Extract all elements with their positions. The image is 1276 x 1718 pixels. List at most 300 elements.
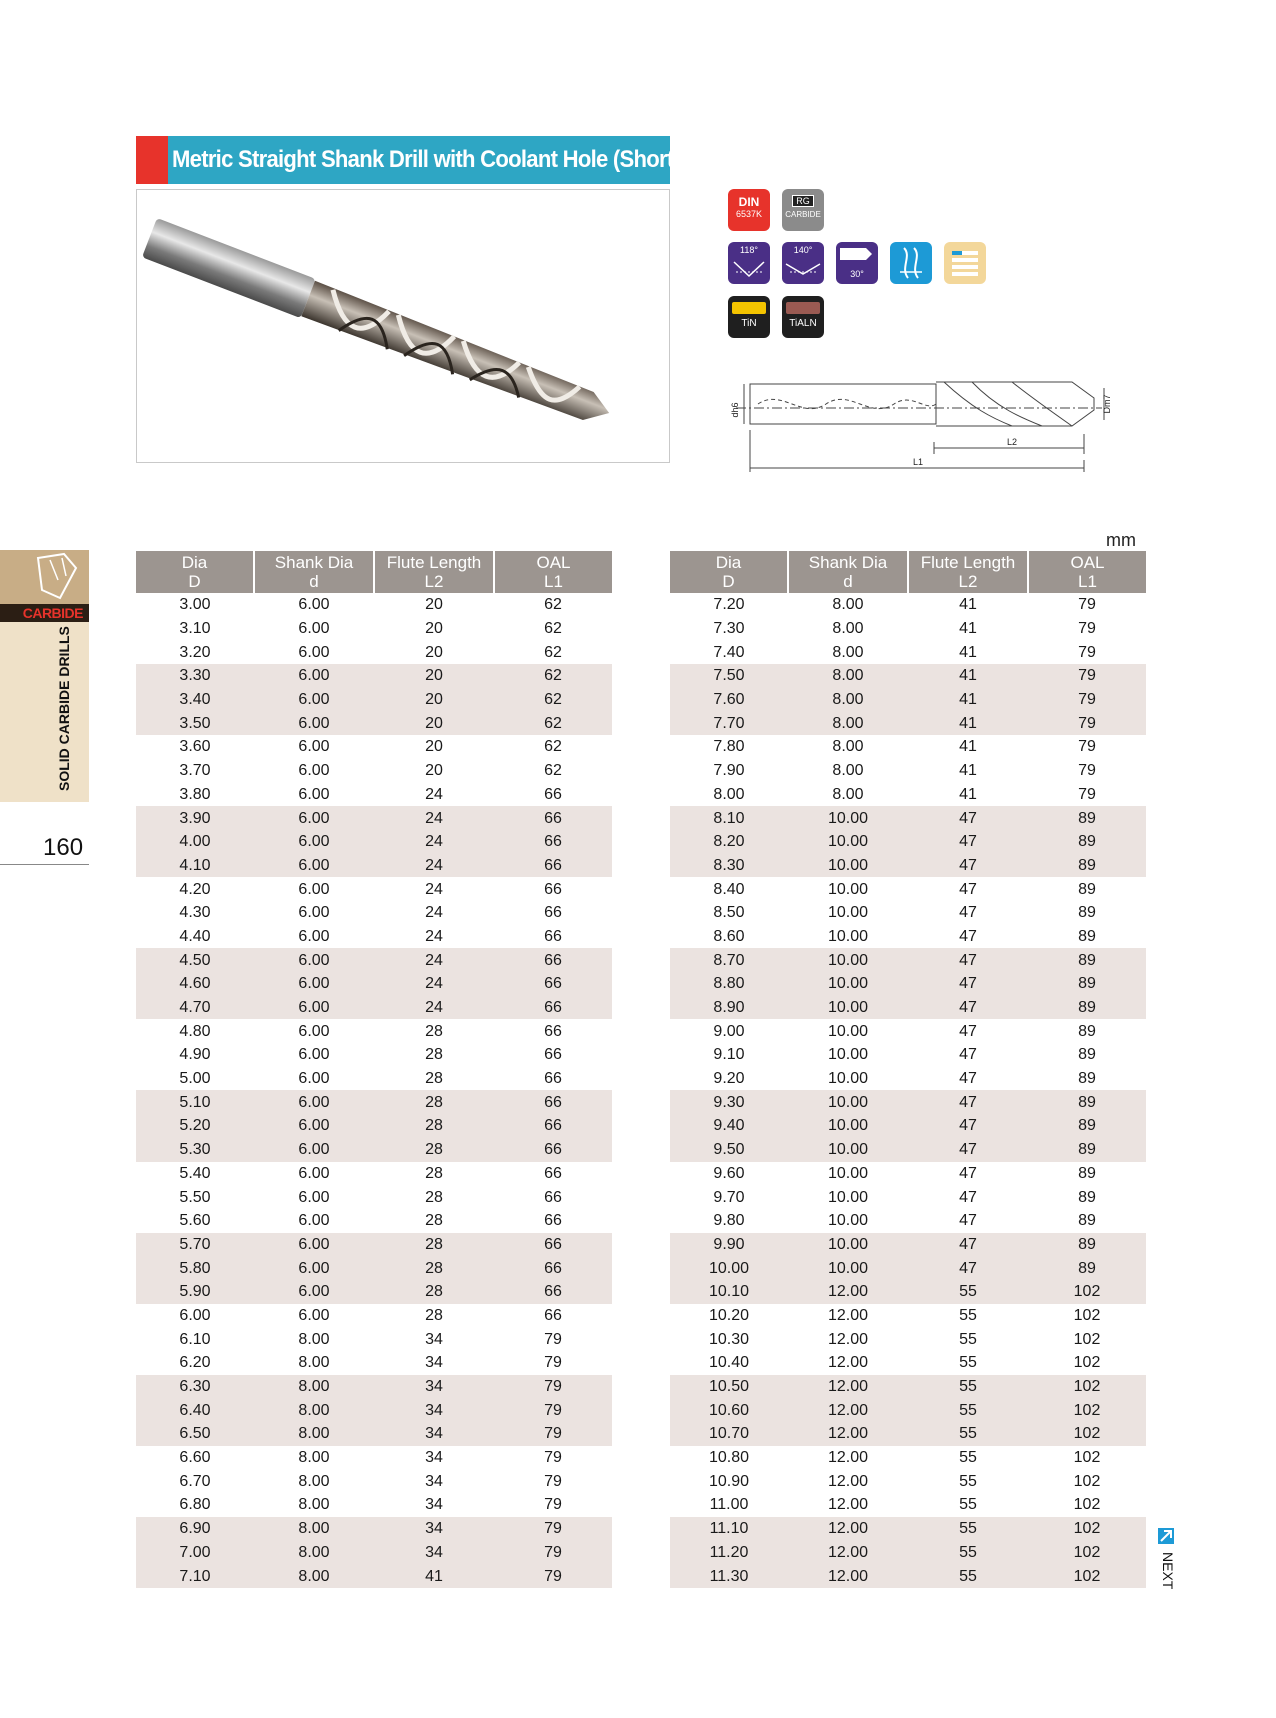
- table-cell: 3.20: [179, 643, 211, 661]
- table-row: [136, 925, 612, 949]
- table-cell: 66: [494, 1233, 612, 1257]
- table-cell: 3.00: [179, 596, 211, 614]
- table-cell: 28: [425, 1022, 443, 1040]
- table-cell: 8.00: [298, 1354, 330, 1372]
- table-cell: 10.30: [708, 1330, 750, 1348]
- table-row: [670, 1233, 1146, 1257]
- column-header: [254, 551, 374, 593]
- table-cell: 89: [1078, 1212, 1096, 1230]
- table-cell: 89: [1078, 927, 1096, 945]
- table-cell: 10.00: [827, 1046, 869, 1064]
- table-cell: 6.00: [254, 1114, 374, 1138]
- table-cell: 10.00: [788, 1114, 908, 1138]
- table-cell: 89: [1028, 948, 1146, 972]
- table-row: [136, 901, 612, 925]
- table-cell: 55: [908, 1398, 1028, 1422]
- table-cell: 8.00: [254, 1517, 374, 1541]
- table-cell: 10.00: [827, 927, 869, 945]
- column-header-symbol: d: [309, 572, 319, 591]
- application-chart-icon: [944, 242, 986, 284]
- table-cell: 4.60: [136, 972, 254, 996]
- table-row: [670, 948, 1146, 972]
- carbide-label: CARBIDE: [785, 210, 821, 219]
- table-cell: 8.00: [832, 620, 864, 638]
- table-cell: 10.50: [670, 1375, 788, 1399]
- table-cell: 10.00: [788, 972, 908, 996]
- table-row: [670, 1114, 1146, 1138]
- column-header: [494, 551, 612, 593]
- table-cell: 66: [494, 854, 612, 878]
- table-cell: 11.00: [709, 1496, 749, 1514]
- tialn-label: TiALN: [789, 318, 817, 329]
- table-cell: 55: [908, 1517, 1028, 1541]
- table-cell: 4.90: [179, 1046, 211, 1064]
- table-cell: 3.80: [179, 785, 211, 803]
- table-cell: 89: [1028, 996, 1146, 1020]
- table-cell: 10.00: [788, 1256, 908, 1280]
- table-cell: 12.00: [827, 1354, 869, 1372]
- table-row: [670, 1351, 1146, 1375]
- table-row: [136, 1162, 612, 1186]
- table-cell: 3.30: [136, 664, 254, 688]
- table-cell: 9.10: [713, 1046, 745, 1064]
- table-cell: 7.20: [713, 596, 745, 614]
- din-number: 6537K: [735, 209, 763, 219]
- table-row: [136, 1209, 612, 1233]
- table-cell: 9.70: [713, 1188, 745, 1206]
- table-cell: 4.20: [179, 880, 211, 898]
- table-cell: 47: [959, 1070, 977, 1088]
- table-cell: 89: [1028, 830, 1146, 854]
- table-cell: 20: [425, 643, 443, 661]
- table-row: [136, 1043, 612, 1067]
- table-cell: 66: [544, 1022, 562, 1040]
- table-cell: 66: [494, 948, 612, 972]
- table-cell: 8.00: [298, 1472, 330, 1490]
- table-row: [136, 972, 612, 996]
- table-row: [670, 1090, 1146, 1114]
- table-cell: 8.00: [832, 785, 864, 803]
- table-cell: 10.00: [670, 1256, 788, 1280]
- table-cell: 55: [908, 1375, 1028, 1399]
- table-cell: 102: [1028, 1517, 1146, 1541]
- table-cell: 89: [1078, 904, 1096, 922]
- table-cell: 6.00: [298, 785, 330, 803]
- table-cell: 47: [908, 806, 1028, 830]
- table-cell: 79: [494, 1541, 612, 1565]
- table-row: [670, 617, 1146, 641]
- table-cell: 6.00: [254, 664, 374, 688]
- tin-swatch: [732, 302, 766, 314]
- table-cell: 66: [494, 1090, 612, 1114]
- table-row: [670, 806, 1146, 830]
- table-cell: 6.00: [254, 1090, 374, 1114]
- table-row: [670, 1517, 1146, 1541]
- table-cell: 34: [374, 1422, 494, 1446]
- table-cell: 89: [1028, 1114, 1146, 1138]
- table-cell: 10.60: [670, 1398, 788, 1422]
- table-cell: 6.00: [254, 948, 374, 972]
- table-row: [670, 735, 1146, 759]
- table-cell: 12.00: [827, 1306, 869, 1324]
- table-row: [670, 1375, 1146, 1399]
- table-cell: 8.20: [670, 830, 788, 854]
- table-cell: 102: [1028, 1564, 1146, 1588]
- table-cell: 3.10: [179, 620, 211, 638]
- table-cell: 5.50: [179, 1188, 211, 1206]
- column-header-title: Flute Length: [920, 553, 1016, 572]
- table-cell: 34: [425, 1472, 443, 1490]
- table-cell: 102: [1073, 1306, 1101, 1324]
- table-cell: 11.20: [670, 1541, 788, 1565]
- table-cell: 5.90: [136, 1280, 254, 1304]
- table-cell: 79: [544, 1496, 562, 1514]
- table-cell: 28: [425, 1212, 443, 1230]
- table-row: [136, 1138, 612, 1162]
- table-cell: 47: [959, 1046, 977, 1064]
- table-row: [136, 1114, 612, 1138]
- table-cell: 66: [494, 1256, 612, 1280]
- table-row: [136, 711, 612, 735]
- column-header-title: OAL: [536, 553, 571, 572]
- table-cell: 66: [544, 927, 562, 945]
- table-cell: 89: [1078, 1070, 1096, 1088]
- table-row: [670, 593, 1146, 617]
- table-row: [136, 996, 612, 1020]
- table-cell: 8.00: [788, 664, 908, 688]
- table-cell: 47: [959, 880, 977, 898]
- table-cell: 55: [908, 1422, 1028, 1446]
- table-cell: 41: [374, 1564, 494, 1588]
- table-cell: 8.00: [298, 1330, 330, 1348]
- table-cell: 8.00: [254, 1541, 374, 1565]
- table-cell: 8.00: [832, 738, 864, 756]
- table-cell: 47: [908, 830, 1028, 854]
- table-cell: 47: [908, 1256, 1028, 1280]
- table-cell: 8.00: [254, 1398, 374, 1422]
- next-arrow-icon[interactable]: [1158, 1528, 1174, 1544]
- column-header: [908, 551, 1028, 593]
- table-cell: 8.00: [713, 785, 745, 803]
- table-cell: 4.00: [136, 830, 254, 854]
- table-cell: 6.00: [254, 972, 374, 996]
- table-cell: 55: [959, 1306, 977, 1324]
- table-cell: 5.10: [136, 1090, 254, 1114]
- table-row: [136, 1019, 612, 1043]
- table-cell: 47: [908, 1138, 1028, 1162]
- table-cell: 8.00: [832, 596, 864, 614]
- table-row: [670, 1209, 1146, 1233]
- table-cell: 41: [959, 643, 977, 661]
- table-cell: 62: [494, 711, 612, 735]
- table-row: [670, 1398, 1146, 1422]
- table-row: [670, 1043, 1146, 1067]
- table-cell: 6.00: [298, 904, 330, 922]
- table-cell: 66: [544, 880, 562, 898]
- table-cell: 5.80: [136, 1256, 254, 1280]
- table-cell: 10.00: [788, 1090, 908, 1114]
- table-cell: 24: [374, 854, 494, 878]
- table-cell: 102: [1028, 1541, 1146, 1565]
- table-cell: 12.00: [788, 1375, 908, 1399]
- table-cell: 3.90: [136, 806, 254, 830]
- table-row: [136, 783, 612, 807]
- next-page-link[interactable]: [1158, 1528, 1176, 1590]
- table-row: [136, 1493, 612, 1517]
- table-cell: 5.60: [179, 1212, 211, 1230]
- column-header-symbol: L1: [1078, 572, 1097, 591]
- table-cell: 66: [494, 830, 612, 854]
- table-cell: 6.00: [298, 1306, 330, 1324]
- table-cell: 47: [908, 1233, 1028, 1257]
- table-cell: 6.00: [254, 1256, 374, 1280]
- table-cell: 6.50: [136, 1422, 254, 1446]
- angle-30-label: 30°: [850, 269, 864, 279]
- table-cell: 41: [959, 785, 977, 803]
- table-cell: 79: [544, 1472, 562, 1490]
- table-cell: 6.70: [179, 1472, 211, 1490]
- table-cell: 79: [544, 1449, 562, 1467]
- column-header-title: OAL: [1070, 553, 1105, 572]
- table-cell: 6.00: [254, 806, 374, 830]
- table-row: [670, 972, 1146, 996]
- table-row: [136, 593, 612, 617]
- column-header-symbol: L2: [424, 572, 444, 591]
- table-cell: 10.00: [827, 1070, 869, 1088]
- table-row: [670, 925, 1146, 949]
- table-cell: 102: [1073, 1330, 1101, 1348]
- table-cell: 47: [908, 1090, 1028, 1114]
- coolant-flute-icon: [890, 242, 932, 284]
- table-cell: 3.40: [136, 688, 254, 712]
- angle-118-label: 118°: [740, 245, 758, 255]
- helix-angle-30-icon: [836, 242, 878, 284]
- table-cell: 6.00: [298, 1164, 330, 1182]
- table-cell: 6.00: [298, 1188, 330, 1206]
- table-cell: 6.20: [179, 1354, 211, 1372]
- table-cell: 20: [425, 620, 443, 638]
- table-cell: 66: [544, 1046, 562, 1064]
- table-cell: 10.00: [827, 1164, 869, 1182]
- table-cell: 11.10: [670, 1517, 788, 1541]
- table-cell: 47: [959, 1164, 977, 1182]
- table-row: [136, 664, 612, 688]
- table-cell: 6.00: [254, 854, 374, 878]
- table-row: [136, 688, 612, 712]
- table-cell: 79: [1078, 643, 1096, 661]
- table-cell: 8.00: [254, 1564, 374, 1588]
- table-cell: 79: [544, 1330, 562, 1348]
- table-cell: 89: [1078, 1022, 1096, 1040]
- table-cell: 8.00: [832, 762, 864, 780]
- table-cell: 55: [959, 1354, 977, 1372]
- table-row: [136, 1375, 612, 1399]
- table-cell: 7.80: [713, 738, 745, 756]
- table-row: [670, 783, 1146, 807]
- table-cell: 55: [908, 1564, 1028, 1588]
- table-cell: 6.10: [179, 1330, 211, 1348]
- table-cell: 79: [494, 1375, 612, 1399]
- oal-dim-label: L1: [912, 457, 924, 467]
- table-cell: 10.40: [708, 1354, 750, 1372]
- table-cell: 79: [1028, 688, 1146, 712]
- table-row: [670, 1185, 1146, 1209]
- table-cell: 8.00: [298, 1496, 330, 1514]
- table-row: [670, 1280, 1146, 1304]
- table-cell: 66: [494, 996, 612, 1020]
- table-cell: 41: [908, 711, 1028, 735]
- table-row: [136, 1564, 612, 1588]
- table-cell: 6.00: [298, 880, 330, 898]
- table-cell: 8.00: [298, 1449, 330, 1467]
- table-row: [670, 1469, 1146, 1493]
- table-cell: 79: [494, 1517, 612, 1541]
- point-angle-118-icon: [728, 242, 770, 284]
- table-cell: 62: [494, 688, 612, 712]
- rg-label: RG: [792, 195, 814, 207]
- next-label[interactable]: NEXT: [1160, 1552, 1176, 1590]
- table-cell: 62: [544, 620, 562, 638]
- table-cell: 7.00: [136, 1541, 254, 1565]
- table-cell: 8.10: [670, 806, 788, 830]
- table-cell: 4.30: [179, 904, 211, 922]
- table-cell: 8.00: [254, 1375, 374, 1399]
- table-cell: 10.80: [708, 1449, 750, 1467]
- table-cell: 79: [1078, 785, 1096, 803]
- table-row: [670, 1564, 1146, 1588]
- unit-label: mm: [1106, 530, 1136, 550]
- table-cell: 66: [544, 785, 562, 803]
- table-cell: 41: [908, 688, 1028, 712]
- table-cell: 24: [374, 972, 494, 996]
- table-cell: 12.00: [788, 1517, 908, 1541]
- column-header: [670, 551, 788, 593]
- table-cell: 8.80: [670, 972, 788, 996]
- table-row: [136, 1090, 612, 1114]
- table-cell: 10.70: [670, 1422, 788, 1446]
- table-cell: 62: [544, 738, 562, 756]
- table-row: [670, 1067, 1146, 1091]
- table-cell: 66: [544, 1212, 562, 1230]
- column-header: [374, 551, 494, 593]
- table-row: [670, 1019, 1146, 1043]
- table-cell: 28: [374, 1256, 494, 1280]
- table-cell: 47: [908, 854, 1028, 878]
- column-header-symbol: D: [188, 572, 201, 591]
- table-cell: 28: [374, 1233, 494, 1257]
- table-cell: 9.20: [713, 1070, 745, 1088]
- table-cell: 102: [1073, 1472, 1101, 1490]
- table-cell: 6.00: [298, 738, 330, 756]
- table-row: [136, 735, 612, 759]
- table-row: [136, 1422, 612, 1446]
- table-cell: 10.00: [827, 1188, 869, 1206]
- table-cell: 10.10: [670, 1280, 788, 1304]
- table-cell: 6.00: [254, 830, 374, 854]
- table-cell: 4.80: [179, 1022, 211, 1040]
- table-row: [136, 1351, 612, 1375]
- table-cell: 79: [544, 1354, 562, 1372]
- table-row: [136, 948, 612, 972]
- table-row: [670, 1327, 1146, 1351]
- table-cell: 6.00: [298, 596, 330, 614]
- table-row: [136, 877, 612, 901]
- table-cell: 24: [374, 948, 494, 972]
- table-row: [670, 688, 1146, 712]
- table-cell: 8.70: [670, 948, 788, 972]
- table-cell: 28: [425, 1046, 443, 1064]
- table-cell: 10.00: [827, 904, 869, 922]
- table-cell: 24: [374, 806, 494, 830]
- table-row: [670, 996, 1146, 1020]
- column-header-title: Dia: [715, 553, 742, 572]
- table-cell: 10.00: [788, 830, 908, 854]
- table-cell: 20: [425, 738, 443, 756]
- table-cell: 34: [425, 1354, 443, 1372]
- table-cell: 6.00: [254, 1280, 374, 1304]
- table-cell: 55: [908, 1541, 1028, 1565]
- table-row: [670, 664, 1146, 688]
- table-cell: 6.00: [298, 643, 330, 661]
- table-cell: 66: [494, 1114, 612, 1138]
- table-cell: 9.80: [713, 1212, 745, 1230]
- table-cell: 12.00: [827, 1472, 869, 1490]
- table-row: [670, 711, 1146, 735]
- table-cell: 34: [374, 1398, 494, 1422]
- table-cell: 6.00: [298, 1070, 330, 1088]
- table-cell: 7.40: [713, 643, 745, 661]
- table-cell: 5.70: [136, 1233, 254, 1257]
- table-cell: 47: [959, 1188, 977, 1206]
- table-row: [670, 830, 1146, 854]
- table-cell: 7.90: [713, 762, 745, 780]
- table-cell: 41: [959, 762, 977, 780]
- table-cell: 7.30: [713, 620, 745, 638]
- column-header: [1028, 551, 1146, 593]
- table-row: [136, 1446, 612, 1470]
- table-cell: 10.00: [788, 1138, 908, 1162]
- table-header-row: [670, 551, 1146, 593]
- table-cell: 12.00: [827, 1496, 869, 1514]
- drill-dimension-diagram: [722, 368, 1112, 476]
- table-cell: 79: [1078, 620, 1096, 638]
- table-cell: 20: [425, 596, 443, 614]
- table-cell: 12.00: [788, 1398, 908, 1422]
- table-cell: 79: [1078, 738, 1096, 756]
- table-cell: 20: [425, 762, 443, 780]
- table-cell: 24: [374, 830, 494, 854]
- size-table-left: [136, 551, 612, 1588]
- table-cell: 8.90: [670, 996, 788, 1020]
- table-cell: 12.00: [788, 1541, 908, 1565]
- table-cell: 89: [1028, 1138, 1146, 1162]
- table-cell: 66: [494, 1138, 612, 1162]
- table-cell: 6.00: [298, 927, 330, 945]
- table-cell: 4.10: [136, 854, 254, 878]
- table-cell: 47: [959, 927, 977, 945]
- table-cell: 5.30: [136, 1138, 254, 1162]
- table-row: [136, 1185, 612, 1209]
- column-header: [788, 551, 908, 593]
- table-cell: 6.00: [254, 1233, 374, 1257]
- angle-140-label: 140°: [793, 245, 813, 255]
- table-cell: 66: [494, 972, 612, 996]
- table-cell: 66: [544, 1188, 562, 1206]
- table-cell: 47: [959, 1212, 977, 1230]
- table-row: [670, 1256, 1146, 1280]
- tin-label: TiN: [741, 318, 757, 329]
- table-cell: 66: [494, 1280, 612, 1304]
